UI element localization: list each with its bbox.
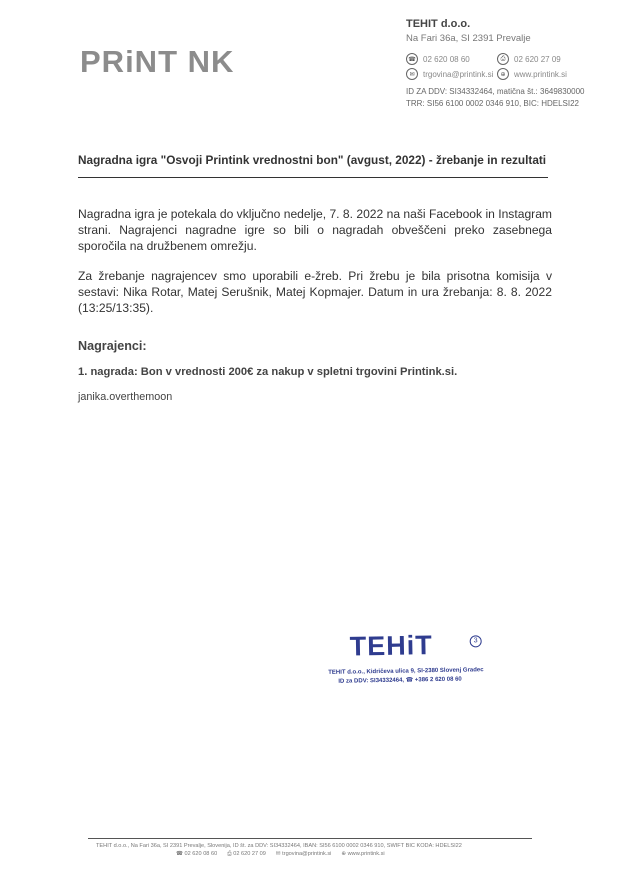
fax-icon: ⎙: [227, 851, 234, 857]
footer-web-address: www.printink.si: [347, 851, 385, 857]
phone-icon: ☎: [176, 851, 185, 857]
footer-fax: [227, 851, 266, 858]
fax-contact: [497, 53, 561, 65]
web-icon: ⊕: [341, 851, 348, 857]
winner-name: janika.overthemoon: [78, 391, 173, 403]
footer-email: [276, 851, 331, 858]
stamp-address: TEHIT d.o.o., Kidričeva ulica 9, SI-2380 Slovenj Gradec: [328, 667, 484, 676]
web-address: www.printink.si: [514, 69, 567, 79]
footer-contacts: [176, 851, 385, 858]
company-name: TEHIT d.o.o.: [406, 18, 471, 30]
stamp-logo: TEHiT: [349, 630, 434, 662]
phone-contact: [406, 53, 470, 65]
printink-logo: PRiNT NK: [80, 44, 235, 79]
title-divider: [78, 177, 548, 178]
footer-phone-number: 02 620 08 60: [184, 851, 218, 857]
email-icon: ✉: [275, 851, 283, 857]
footer-divider: [88, 838, 532, 839]
paragraph-draw-info: Za žrebanje nagrajencev smo uporabili e-žreb. Pri žrebu je bila prisotna komisija v sestavi: Nika Rotar, Matej Serušnik, Matej Kopmajer. Datum in ura žrebanja: 8. 8. 2022 (13:25/13:35).: [78, 269, 552, 315]
email-icon: ✉: [406, 68, 418, 80]
footer-phone: [176, 851, 217, 858]
tax-id-line: ID ZA DDV: SI34332464, matična št.: 3649830000: [406, 87, 585, 96]
footer-email-address: trgovina@printink.si: [282, 851, 332, 857]
document-title: Nagradna igra "Osvoji Printink vrednostni bon" (avgust, 2022) - žrebanje in rezultati: [78, 153, 547, 167]
web-icon: ⊕: [497, 68, 509, 80]
phone-number: 02 620 08 60: [423, 54, 470, 64]
email-contact: [406, 68, 493, 80]
fax-number: 02 620 27 09: [514, 54, 561, 64]
company-stamp: [328, 628, 528, 691]
prize-line: 1. nagrada: Bon v vrednosti 200€ za nakup v spletni trgovini Printink.si.: [78, 366, 458, 378]
company-address: Na Fari 36a, SI 2391 Prevalje: [406, 33, 531, 44]
email-address: trgovina@printink.si: [423, 69, 494, 79]
bank-account-line: TRR: SI56 6100 0002 0346 910, BIC: HDELSI22: [406, 99, 579, 108]
fax-icon: ⎙: [497, 53, 509, 65]
stamp-registered-icon: 3: [470, 635, 482, 647]
footer-company-line: TEHIT d.o.o., Na Fari 36a, SI 2391 Prevalje, Slovenija, ID št. za DDV: SI34332464, IBAN: SI56 6100 0002 0346 910, SWIFT BIC KODA: HDELSI22: [96, 843, 462, 849]
stamp-tax-id: ID za DDV: SI34332464, ☎ +386 2 620 08 60: [338, 676, 462, 685]
web-contact: [497, 68, 567, 80]
phone-icon: ☎: [406, 53, 418, 65]
winners-heading: Nagrajenci:: [78, 339, 147, 353]
paragraph-contest-info: Nagradna igra je potekala do vključno nedelje, 7. 8. 2022 na naši Facebook in Instagram strani. Nagrajenci nagradne igre so bili o nagradah obveščeni preko zasebnega sporočila na družbenem omrežju.: [78, 207, 552, 253]
footer-fax-number: 02 620 27 09: [233, 851, 266, 857]
footer-web: [341, 851, 384, 858]
